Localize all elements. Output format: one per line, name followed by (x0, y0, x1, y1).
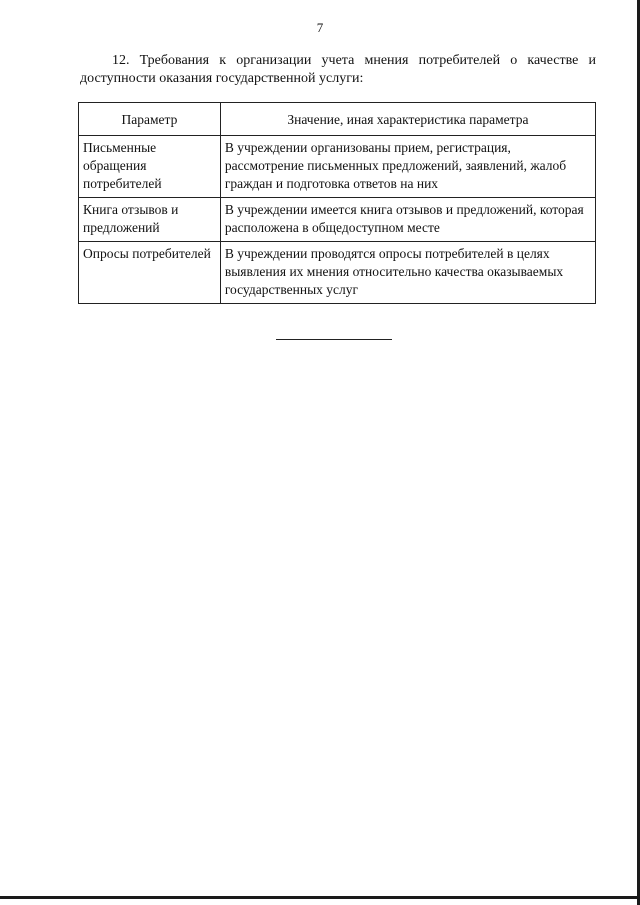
scan-edge-bottom (0, 896, 640, 899)
parameter-cell: Опросы потребителей (79, 242, 221, 304)
value-cell: В учреждении проводятся опросы потребителей в целях выявления их мнения относительно качества оказываемых государственных услуг (220, 242, 595, 304)
parameters-table (78, 102, 596, 304)
table-row (79, 198, 596, 242)
parameter-cell: Письменные обращения потребителей (79, 136, 221, 198)
value-cell: В учреждении организованы прием, регистрация, рассмотрение письменных предложений, заявлений, жалоб граждан и подготовка ответов на них (220, 136, 595, 198)
table-row (79, 136, 596, 198)
column-header-parameter: Параметр (79, 103, 221, 136)
page-number: 7 (316, 20, 324, 35)
end-divider-line (276, 339, 392, 340)
table-header-row (79, 103, 596, 136)
table-row (79, 242, 596, 304)
value-cell: В учреждении имеется книга отзывов и предложений, которая расположена в общедоступном месте (220, 198, 595, 242)
column-header-value: Значение, иная характеристика параметра (220, 103, 595, 136)
section-heading: 12. Требования к организации учета мнения потребителей о качестве и доступности оказания государственной услуги: (80, 53, 596, 86)
parameter-cell: Книга отзывов и предложений (79, 198, 221, 242)
